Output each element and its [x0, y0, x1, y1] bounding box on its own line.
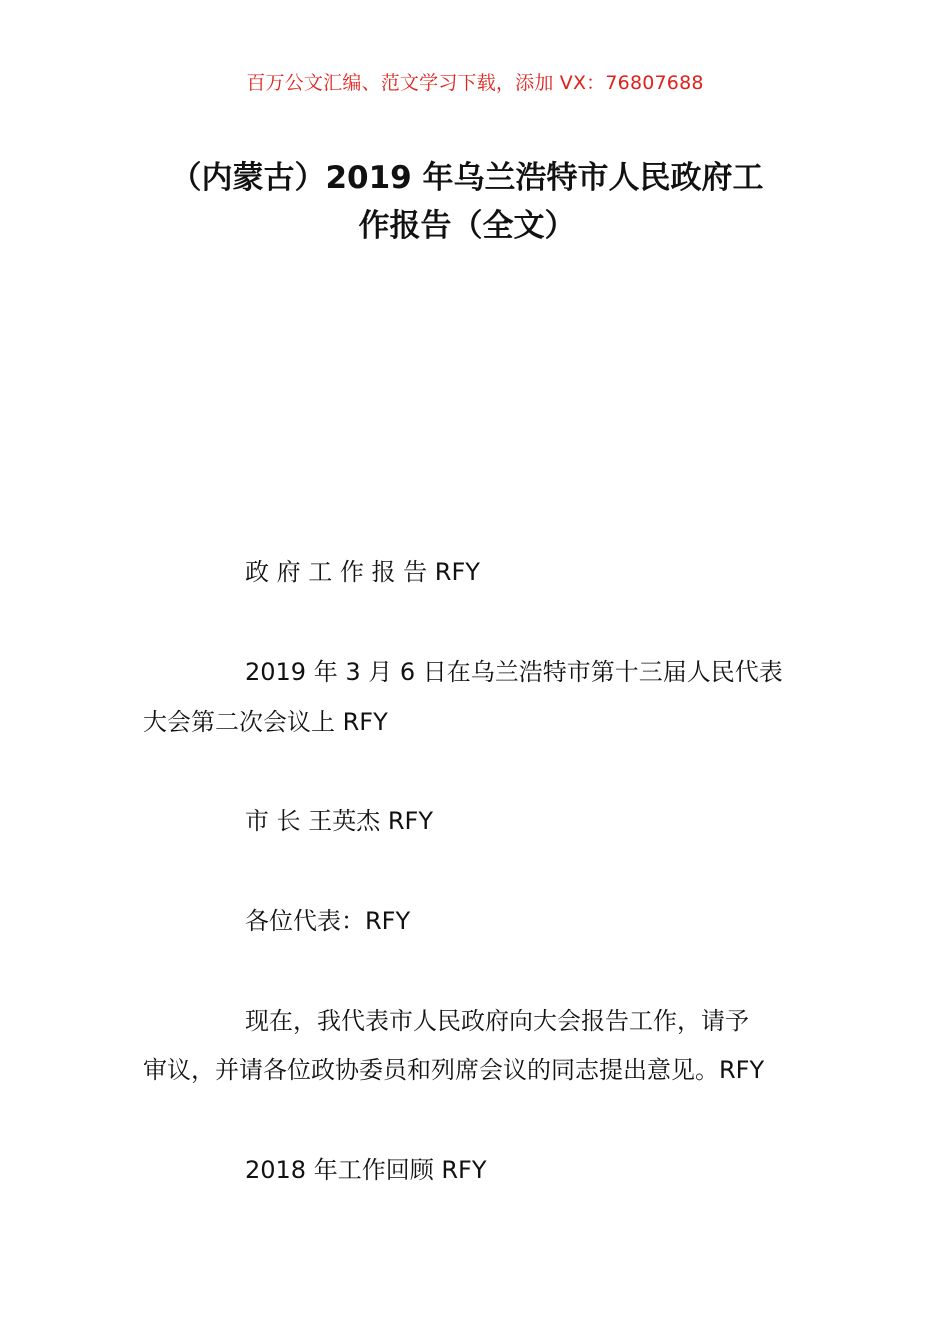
section-heading: 2018 年工作回顾 RFY — [245, 1156, 487, 1184]
salutation: 各位代表：RFY — [245, 907, 411, 935]
report-heading: 政 府 工 作 报 告 RFY — [245, 558, 480, 586]
date-line-2: 大会第二次会议上 RFY — [143, 708, 388, 736]
document-title-line-2: 作报告（全文） — [358, 208, 576, 244]
mayor-line: 市 长 王英杰 RFY — [245, 807, 434, 835]
date-line-1: 2019 年 3 月 6 日在乌兰浩特市第十三届人民代表 — [245, 658, 783, 686]
document-title-line-1: （内蒙古）2019 年乌兰浩特市人民政府工 — [170, 160, 764, 196]
header-note: 百万公文汇编、范文学习下载，添加 VX：76807688 — [246, 72, 704, 94]
intro-line-1: 现在，我代表市人民政府向大会报告工作，请予 — [245, 1007, 749, 1035]
intro-line-2: 审议，并请各位政协委员和列席会议的同志提出意见。RFY — [143, 1056, 765, 1084]
